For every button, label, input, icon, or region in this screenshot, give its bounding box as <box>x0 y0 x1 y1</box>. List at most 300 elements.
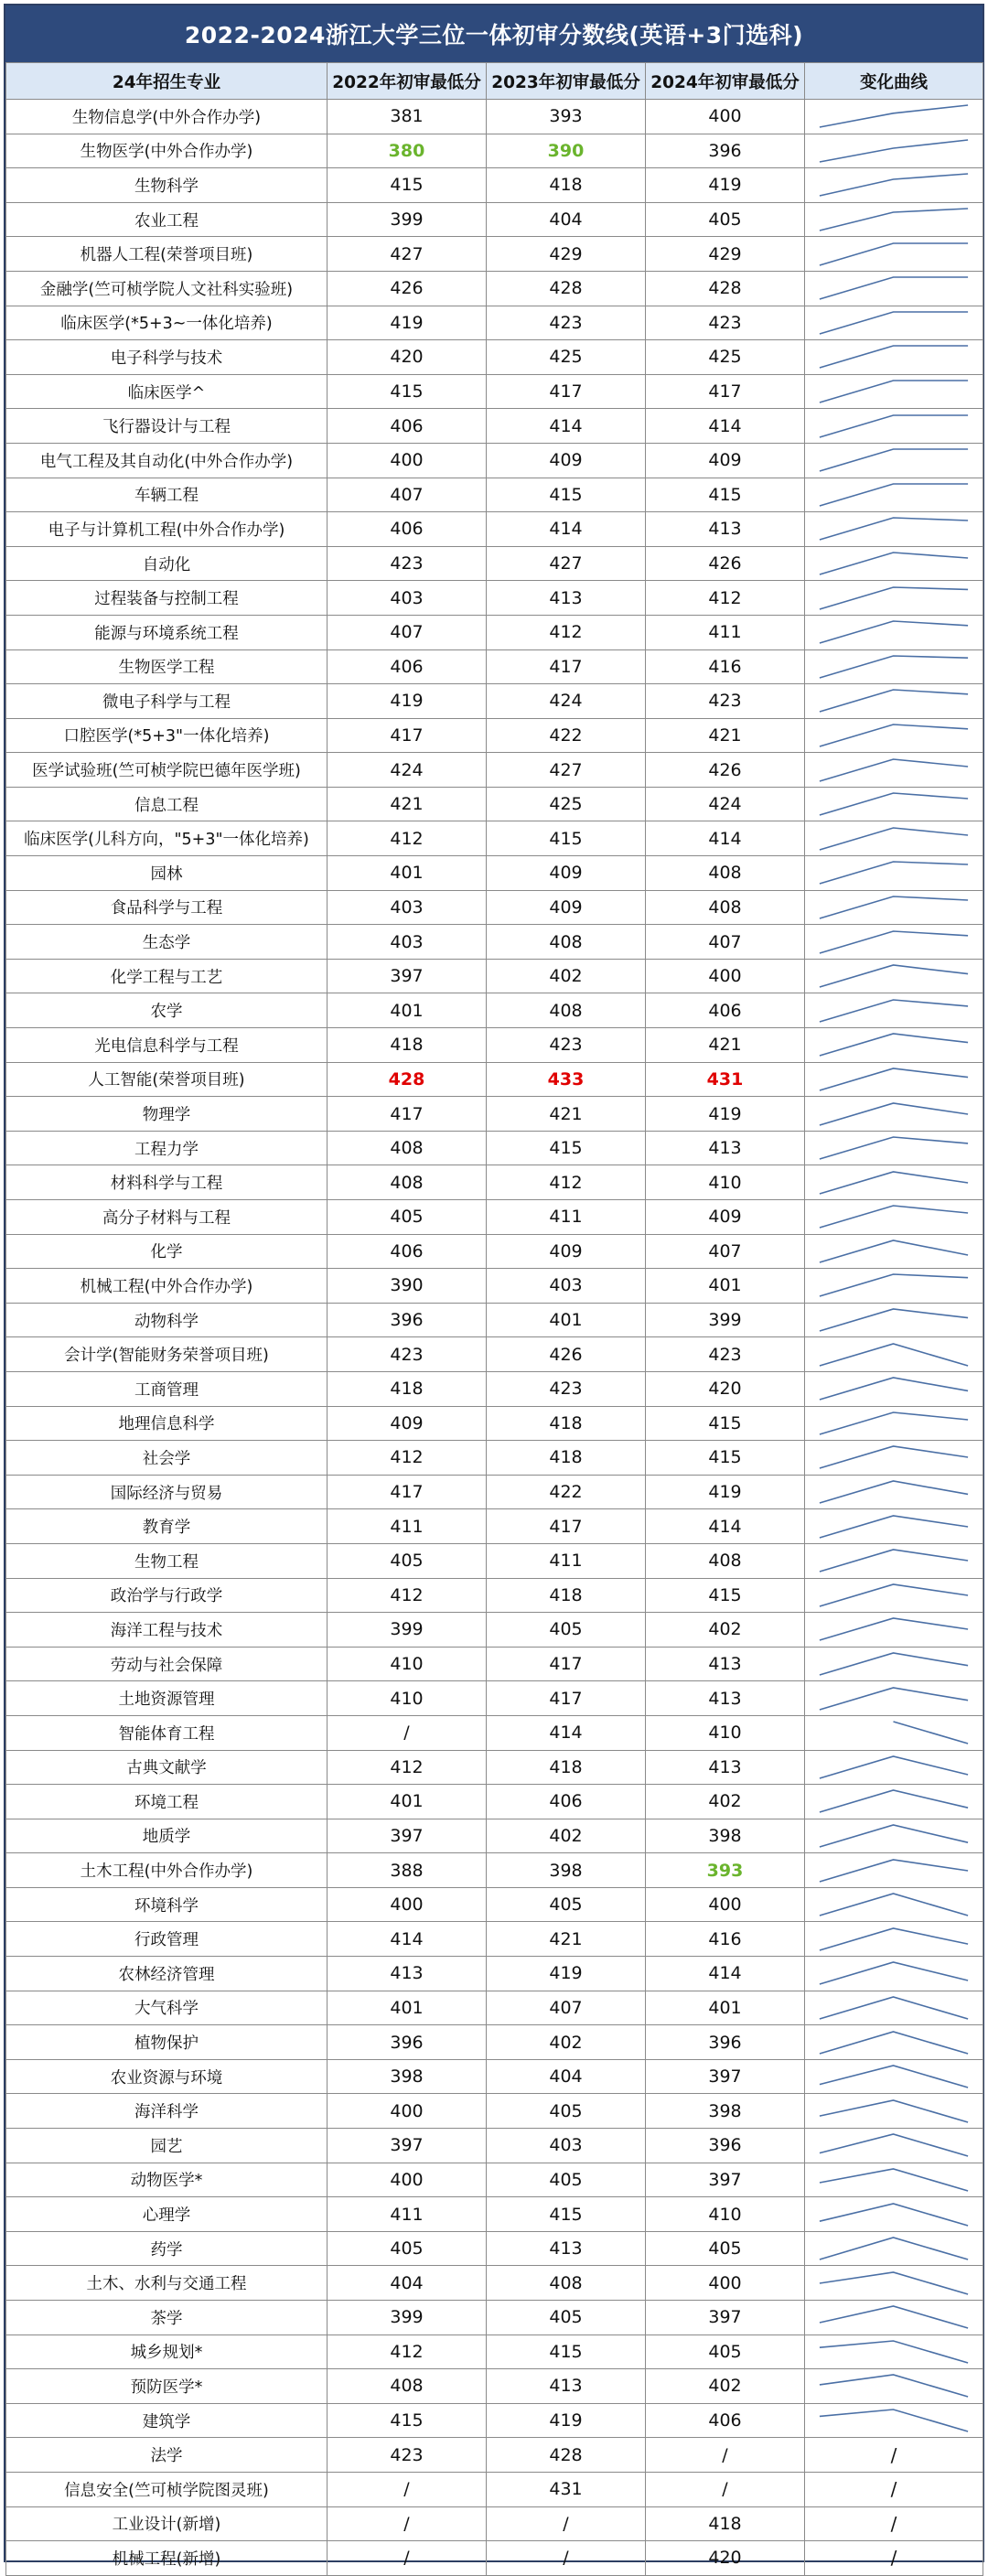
score-2022-cell: 396 <box>328 2025 487 2060</box>
trend-line <box>820 828 968 850</box>
score-2022-cell: 407 <box>328 478 487 512</box>
major-name-cell: 智能体育工程 <box>6 1715 328 1750</box>
major-name-cell: 社会学 <box>6 1441 328 1476</box>
score-table <box>5 62 983 2576</box>
major-name-cell: 机器人工程(荣誉项目班) <box>6 237 328 272</box>
table-row <box>6 1647 983 1681</box>
score-2024-cell: 423 <box>646 306 805 340</box>
score-2023-cell: 417 <box>487 1509 646 1544</box>
major-name-cell: 生态学 <box>6 925 328 960</box>
score-2024-cell: 424 <box>646 787 805 821</box>
major-name-cell: 食品科学与工程 <box>6 890 328 925</box>
trend-cell <box>805 1922 983 1957</box>
score-2023-cell: 405 <box>487 1887 646 1922</box>
score-2023-cell: 415 <box>487 821 646 856</box>
score-2022-cell: 406 <box>328 649 487 684</box>
trend-line <box>820 690 968 712</box>
score-2023-cell: 403 <box>487 1269 646 1304</box>
major-name-cell: 环境工程 <box>6 1785 328 1819</box>
score-2023-cell: 433 <box>487 1062 646 1097</box>
trend-sparkline <box>805 1648 983 1680</box>
score-2023-cell: 429 <box>487 237 646 272</box>
major-name-cell: 动物科学 <box>6 1303 328 1337</box>
score-2023-cell: 406 <box>487 1785 646 1819</box>
trend-cell <box>805 2094 983 2129</box>
score-2023-cell: 411 <box>487 1200 646 1235</box>
score-2023-cell: 431 <box>487 2472 646 2506</box>
trend-cell <box>805 1337 983 1372</box>
major-name-cell: 心理学 <box>6 2197 328 2232</box>
score-2022-cell: 412 <box>328 2334 487 2369</box>
table-row <box>6 1509 983 1544</box>
major-name-cell: 光电信息科学与工程 <box>6 1028 328 1063</box>
table-row <box>6 340 983 375</box>
score-2023-cell: 412 <box>487 1165 646 1200</box>
header-2023: 2023年初审最低分 <box>487 63 646 100</box>
score-2024-cell: 400 <box>646 100 805 134</box>
major-name-cell: 微电子科学与工程 <box>6 684 328 719</box>
score-2023-cell: 403 <box>487 2129 646 2163</box>
trend-cell <box>805 1785 983 1819</box>
trend-cell <box>805 409 983 444</box>
major-name-cell: 人工智能(荣誉项目班) <box>6 1062 328 1097</box>
major-name-cell: 植物保护 <box>6 2025 328 2060</box>
trend-line <box>820 2134 968 2156</box>
score-2024-cell: 423 <box>646 1337 805 1372</box>
trend-sparkline <box>805 582 983 615</box>
score-2024-cell: 418 <box>646 2506 805 2541</box>
trend-line <box>820 2204 968 2226</box>
trend-cell <box>805 890 983 925</box>
score-2024-cell: 398 <box>646 1819 805 1853</box>
score-2022-cell: 398 <box>328 2059 487 2094</box>
score-2023-cell: 408 <box>487 993 646 1028</box>
score-2022-cell: 417 <box>328 1097 487 1132</box>
trend-sparkline <box>805 168 983 201</box>
trend-cell <box>805 718 983 753</box>
major-name-cell: 工程力学 <box>6 1131 328 1165</box>
trend-cell <box>805 2231 983 2266</box>
major-name-cell: 行政管理 <box>6 1922 328 1957</box>
score-2023-cell: 418 <box>487 1441 646 1476</box>
trend-line <box>820 1446 968 1468</box>
trend-sparkline <box>805 1682 983 1715</box>
score-2024-cell: 428 <box>646 271 805 306</box>
table-row <box>6 1475 983 1509</box>
trend-cell <box>805 1543 983 1578</box>
major-name-cell: 医学试验班(竺可桢学院巴德年医学班) <box>6 753 328 788</box>
score-2023-cell: 409 <box>487 1234 646 1269</box>
trend-line <box>820 1274 968 1296</box>
trend-cell <box>805 1303 983 1337</box>
trend-line <box>820 1034 968 1056</box>
major-name-cell: 信息工程 <box>6 787 328 821</box>
score-2022-cell: 397 <box>328 1819 487 1853</box>
score-2022-cell: 412 <box>328 1441 487 1476</box>
trend-line <box>820 1688 968 1710</box>
table-row <box>6 2301 983 2335</box>
trend-cell <box>805 1269 983 1304</box>
score-2024-cell: 407 <box>646 925 805 960</box>
table-row <box>6 2025 983 2060</box>
major-name-cell: 劳动与社会保障 <box>6 1647 328 1681</box>
major-name-cell: 地理信息科学 <box>6 1406 328 1441</box>
trend-line <box>820 105 968 127</box>
trend-cell <box>805 443 983 478</box>
score-2022-cell: 415 <box>328 2403 487 2438</box>
trend-line <box>820 2032 968 2054</box>
trend-cell <box>805 1991 983 2025</box>
score-2023-cell: 407 <box>487 1991 646 2025</box>
major-name-cell: 车辆工程 <box>6 478 328 512</box>
major-name-cell: 过程装备与控制工程 <box>6 581 328 616</box>
table-row <box>6 1543 983 1578</box>
score-2023-cell: 413 <box>487 581 646 616</box>
trend-sparkline <box>805 1510 983 1543</box>
trend-line <box>820 243 968 265</box>
score-2024-cell: 402 <box>646 1613 805 1648</box>
trend-cell <box>805 134 983 168</box>
trend-cell <box>805 1131 983 1165</box>
trend-sparkline <box>805 960 983 993</box>
table-row <box>6 1097 983 1132</box>
table-row <box>6 1371 983 1406</box>
trend-line <box>820 2375 968 2397</box>
trend-sparkline <box>805 719 983 752</box>
trend-line <box>820 553 968 574</box>
score-2024-cell: 413 <box>646 1131 805 1165</box>
major-name-cell: 教育学 <box>6 1509 328 1544</box>
table-row <box>6 1991 983 2025</box>
score-2024-cell: 415 <box>646 1578 805 1613</box>
major-name-cell: 金融学(竺可桢学院人文社科实验班) <box>6 271 328 306</box>
table-row <box>6 993 983 1028</box>
header-2022: 2022年初审最低分 <box>328 63 487 100</box>
trend-sparkline <box>805 1132 983 1165</box>
score-2023-cell: / <box>487 2506 646 2541</box>
score-2023-cell: 428 <box>487 2438 646 2473</box>
score-2022-cell: 407 <box>328 615 487 649</box>
score-2024-cell: 396 <box>646 134 805 168</box>
trend-line <box>820 1860 968 1882</box>
score-2024-cell: 406 <box>646 2403 805 2438</box>
table-row <box>6 2231 983 2266</box>
trend-cell <box>805 753 983 788</box>
major-name-cell: 口腔医学(*5+3"一体化培养) <box>6 718 328 753</box>
trend-cell <box>805 1750 983 1785</box>
trend-cell <box>805 1853 983 1888</box>
trend-sparkline <box>805 2095 983 2128</box>
trend-none: / <box>890 2512 897 2535</box>
trend-sparkline <box>805 2163 983 2196</box>
trend-sparkline <box>805 616 983 649</box>
trend-sparkline <box>805 1716 983 1749</box>
trend-line <box>820 209 968 231</box>
trend-sparkline <box>805 1269 983 1302</box>
trend-line <box>820 277 968 299</box>
trend-sparkline <box>805 2301 983 2334</box>
trend-line <box>820 2341 968 2363</box>
trend-line <box>820 862 968 884</box>
major-name-cell: 城乡规划* <box>6 2334 328 2369</box>
score-2022-cell: 399 <box>328 1613 487 1648</box>
score-2024-cell: 413 <box>646 1750 805 1785</box>
score-2022-cell: 412 <box>328 1578 487 1613</box>
table-row <box>6 649 983 684</box>
score-2024-cell: 397 <box>646 2163 805 2197</box>
major-name-cell: 茶学 <box>6 2301 328 2335</box>
table-row <box>6 821 983 856</box>
score-2023-cell: 417 <box>487 1681 646 1716</box>
score-2022-cell: / <box>328 2541 487 2576</box>
score-2022-cell: / <box>328 2506 487 2541</box>
table-row <box>6 718 983 753</box>
table-row <box>6 753 983 788</box>
table-row <box>6 1406 983 1441</box>
trend-cell <box>805 2025 983 2060</box>
trend-line <box>820 1137 968 1159</box>
table-row <box>6 1681 983 1716</box>
score-2023-cell: 425 <box>487 787 646 821</box>
trend-line <box>820 2410 968 2431</box>
major-name-cell: 农林经济管理 <box>6 1957 328 1991</box>
table-row <box>6 2472 983 2506</box>
table-row <box>6 1337 983 1372</box>
major-name-cell: 药学 <box>6 2231 328 2266</box>
score-2023-cell: 402 <box>487 959 646 993</box>
score-2022-cell: 406 <box>328 409 487 444</box>
table-row <box>6 2541 983 2576</box>
score-2024-cell: 396 <box>646 2129 805 2163</box>
score-2024-cell: 409 <box>646 1200 805 1235</box>
score-2024-cell: 405 <box>646 2231 805 2266</box>
trend-sparkline <box>805 1785 983 1818</box>
table-row <box>6 925 983 960</box>
score-2024-cell: 406 <box>646 993 805 1028</box>
trend-sparkline <box>805 1888 983 1921</box>
score-2022-cell: 427 <box>328 237 487 272</box>
score-2023-cell: 417 <box>487 374 646 409</box>
score-2023-cell: 415 <box>487 2197 646 2232</box>
score-2023-cell: 426 <box>487 1337 646 1372</box>
trend-line <box>820 1516 968 1538</box>
score-2022-cell: 400 <box>328 1887 487 1922</box>
score-2022-cell: / <box>328 2472 487 2506</box>
trend-line <box>820 587 968 609</box>
score-2023-cell: 417 <box>487 1647 646 1681</box>
trend-cell <box>805 512 983 547</box>
score-2022-cell: 419 <box>328 684 487 719</box>
score-2022-cell: 405 <box>328 1200 487 1235</box>
trend-line <box>820 518 968 540</box>
trend-cell <box>805 2506 983 2541</box>
major-name-cell: 预防医学* <box>6 2369 328 2404</box>
table-row <box>6 546 983 581</box>
trend-cell <box>805 168 983 203</box>
table-row <box>6 2163 983 2197</box>
major-name-cell: 电子与计算机工程(中外合作办学) <box>6 512 328 547</box>
score-2022-cell: 423 <box>328 2438 487 2473</box>
trend-sparkline <box>805 2267 983 2300</box>
score-2024-cell: 397 <box>646 2301 805 2335</box>
score-2022-cell: 403 <box>328 925 487 960</box>
trend-line <box>820 1653 968 1675</box>
table-row <box>6 2369 983 2404</box>
trend-sparkline <box>805 891 983 924</box>
trend-sparkline <box>805 1819 983 1852</box>
score-2022-cell: 415 <box>328 168 487 203</box>
table-row <box>6 2403 983 2438</box>
major-name-cell: 建筑学 <box>6 2403 328 2438</box>
trend-cell <box>805 237 983 272</box>
score-2024-cell: 400 <box>646 1887 805 1922</box>
trend-line <box>820 1790 968 1812</box>
score-2023-cell: 401 <box>487 1303 646 1337</box>
trend-sparkline <box>805 1579 983 1612</box>
trend-cell <box>805 2129 983 2163</box>
score-2023-cell: 409 <box>487 890 646 925</box>
score-2024-cell: 414 <box>646 409 805 444</box>
score-2022-cell: 401 <box>328 856 487 891</box>
trend-sparkline <box>805 134 983 167</box>
major-name-cell: 飞行器设计与工程 <box>6 409 328 444</box>
score-2024-cell: 399 <box>646 1303 805 1337</box>
major-name-cell: 生物工程 <box>6 1543 328 1578</box>
trend-sparkline <box>805 1613 983 1646</box>
table-row <box>6 787 983 821</box>
trend-cell <box>805 2197 983 2232</box>
table-row <box>6 2506 983 2541</box>
trend-cell <box>805 100 983 134</box>
trend-line <box>820 1206 968 1228</box>
trend-sparkline <box>805 2404 983 2437</box>
score-table-card <box>4 4 984 2570</box>
trend-sparkline <box>805 856 983 889</box>
trend-cell <box>805 1475 983 1509</box>
score-2023-cell: 424 <box>487 684 646 719</box>
score-2023-cell: 405 <box>487 2094 646 2129</box>
trend-sparkline <box>805 444 983 477</box>
score-2024-cell: 411 <box>646 615 805 649</box>
score-2023-cell: 404 <box>487 2059 646 2094</box>
score-2024-cell: 416 <box>646 649 805 684</box>
trend-sparkline <box>805 1028 983 1061</box>
table-row <box>6 1200 983 1235</box>
score-2022-cell: 405 <box>328 2231 487 2266</box>
major-name-cell: 电子科学与技术 <box>6 340 328 375</box>
score-2022-cell: 410 <box>328 1681 487 1716</box>
score-2024-cell: 408 <box>646 890 805 925</box>
trend-sparkline <box>805 238 983 271</box>
trend-sparkline <box>805 1098 983 1131</box>
trend-line <box>820 1550 968 1572</box>
trend-cell <box>805 271 983 306</box>
major-name-cell: 土地资源管理 <box>6 1681 328 1716</box>
score-2023-cell: 408 <box>487 925 646 960</box>
table-row <box>6 478 983 512</box>
table-row <box>6 2094 983 2129</box>
score-2023-cell: 415 <box>487 2334 646 2369</box>
score-2023-cell: 427 <box>487 546 646 581</box>
major-name-cell: 电气工程及其自动化(中外合作办学) <box>6 443 328 478</box>
score-2023-cell: 414 <box>487 409 646 444</box>
trend-line <box>820 1068 968 1090</box>
score-2022-cell: 410 <box>328 1647 487 1681</box>
score-2022-cell: 412 <box>328 821 487 856</box>
trend-cell <box>805 1887 983 1922</box>
score-2024-cell: 412 <box>646 581 805 616</box>
trend-line <box>820 1584 968 1606</box>
trend-line <box>820 1928 968 1950</box>
score-2023-cell: 414 <box>487 1715 646 1750</box>
score-2023-cell: 421 <box>487 1922 646 1957</box>
trend-line <box>820 2272 968 2294</box>
score-2023-cell: 404 <box>487 202 646 237</box>
score-2023-cell: 425 <box>487 340 646 375</box>
trend-cell <box>805 2266 983 2301</box>
table-row <box>6 271 983 306</box>
trend-cell <box>805 615 983 649</box>
major-name-cell: 临床医学^ <box>6 374 328 409</box>
score-2024-cell: 419 <box>646 1097 805 1132</box>
score-2023-cell: 405 <box>487 2301 646 2335</box>
score-2024-cell: 413 <box>646 1647 805 1681</box>
trend-cell <box>805 1647 983 1681</box>
table-row <box>6 1578 983 1613</box>
score-2022-cell: 420 <box>328 340 487 375</box>
score-2022-cell: 414 <box>328 1922 487 1957</box>
trend-cell <box>805 1441 983 1476</box>
trend-sparkline <box>805 272 983 305</box>
score-2022-cell: 423 <box>328 546 487 581</box>
trend-cell <box>805 856 983 891</box>
trend-line <box>820 312 968 334</box>
table-row <box>6 1303 983 1337</box>
trend-sparkline <box>805 1200 983 1233</box>
trend-sparkline <box>805 754 983 787</box>
score-2022-cell: 413 <box>328 1957 487 1991</box>
trend-cell <box>805 202 983 237</box>
major-name-cell: 会计学(智能财务荣誉项目班) <box>6 1337 328 1372</box>
trend-cell <box>805 340 983 375</box>
score-2022-cell: 408 <box>328 2369 487 2404</box>
score-2023-cell: 417 <box>487 649 646 684</box>
score-2024-cell: 400 <box>646 959 805 993</box>
score-2022-cell: 403 <box>328 581 487 616</box>
major-name-cell: 生物医学(中外合作办学) <box>6 134 328 168</box>
score-2023-cell: 402 <box>487 2025 646 2060</box>
table-row <box>6 2059 983 2094</box>
trend-line <box>820 1172 968 1194</box>
table-row <box>6 684 983 719</box>
score-2023-cell: 412 <box>487 615 646 649</box>
trend-sparkline <box>805 1407 983 1440</box>
score-2023-cell: 418 <box>487 1578 646 1613</box>
trend-cell <box>805 1028 983 1063</box>
major-name-cell: 生物科学 <box>6 168 328 203</box>
trend-line <box>820 656 968 678</box>
score-2024-cell: 429 <box>646 237 805 272</box>
score-2022-cell: 408 <box>328 1165 487 1200</box>
score-2024-cell: 400 <box>646 2266 805 2301</box>
score-2024-cell: / <box>646 2438 805 2473</box>
major-name-cell: 农业工程 <box>6 202 328 237</box>
major-name-cell: 能源与环境系统工程 <box>6 615 328 649</box>
trend-cell <box>805 2541 983 2576</box>
trend-cell <box>805 2438 983 2473</box>
trend-line <box>820 1825 968 1847</box>
major-name-cell: 材料科学与工程 <box>6 1165 328 1200</box>
